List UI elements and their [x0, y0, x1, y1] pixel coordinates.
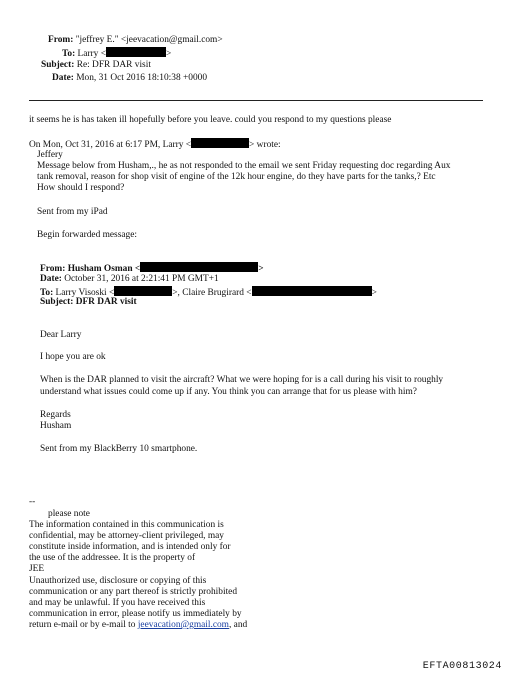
- redaction-box: [114, 286, 172, 296]
- quoted-intro: [29, 138, 281, 152]
- header-date: [52, 73, 207, 85]
- subject-label: Subject:: [41, 60, 75, 70]
- signature-dashes: --: [29, 497, 36, 507]
- fwd-body-line: When is the DAR planned to visit the aircraft? What we were hoping for is a call during his visit to roughly: [40, 375, 444, 385]
- disclaimer-line: and may be unlawful. If you have received this: [29, 598, 206, 608]
- fwd-name: Husham: [40, 421, 72, 431]
- redaction-box: [191, 138, 249, 148]
- from-label: From:: [48, 35, 74, 45]
- fwd-hope: I hope you are ok: [40, 352, 106, 362]
- header-subject: [41, 60, 151, 72]
- quoted-intro-prefix: On Mon, Oct 31, 2016 at 6:17 PM, Larry <: [29, 140, 192, 150]
- fwd-date: [40, 274, 219, 286]
- fwd-date-value: October 31, 2016 at 2:21:41 PM GMT+1: [64, 274, 219, 284]
- sent-from-ipad: Sent from my iPad: [37, 207, 108, 217]
- reply-line: it seems he is has taken ill hopefully before you leave. could you respond to my questions please: [29, 115, 392, 125]
- disclaimer-line: JEE: [29, 564, 45, 574]
- quoted-intro-suffix: > wrote:: [249, 140, 281, 150]
- quoted-line: Jeffery: [37, 150, 63, 160]
- header-from: [48, 35, 223, 47]
- fwd-body-line: understand what issues could come up if any. You think you can arrange that for us please with him?: [40, 387, 417, 397]
- from-value: "jeffrey E." <jeevacation@gmail.com>: [75, 35, 223, 45]
- begin-forwarded: Begin forwarded message:: [37, 230, 137, 240]
- quoted-line: How should I respond?: [37, 183, 125, 193]
- fwd-date-label: Date:: [40, 274, 62, 284]
- fwd-greeting: Dear Larry: [40, 330, 82, 340]
- header-divider: [29, 100, 483, 101]
- disclaimer-last-line: [29, 620, 247, 632]
- fwd-to-suffix: >: [371, 288, 377, 298]
- fwd-subject-value: DFR DAR visit: [75, 297, 137, 307]
- to-suffix: >: [166, 49, 172, 59]
- fwd-to-middle: >, Claire Brugirard <: [172, 288, 252, 298]
- disclaimer-line: confidential, may be attorney-client privileged, may: [29, 531, 224, 541]
- redaction-box: [252, 286, 372, 296]
- fwd-to-value: Larry Visoski <: [55, 288, 115, 298]
- fwd-from-value: Husham Osman <: [67, 264, 141, 274]
- fwd-from-suffix: >: [258, 264, 264, 274]
- header-to: [62, 47, 171, 61]
- fwd-subject: [40, 297, 137, 309]
- redaction-box: [106, 47, 166, 57]
- fwd-subject-label: Subject:: [40, 297, 74, 307]
- redaction-box: [140, 262, 258, 272]
- disclaimer-line: constitute inside information, and is intended only for: [29, 542, 231, 552]
- fwd-sent-from: Sent from my BlackBerry 10 smartphone.: [40, 444, 198, 454]
- disclaimer-last-suffix: , and: [228, 620, 248, 630]
- disclaimer-line: communication in error, please notify us immediately by: [29, 609, 242, 619]
- subject-value: Re: DFR DAR visit: [76, 60, 151, 70]
- disclaimer-line: Unauthorized use, disclosure or copying of this: [29, 576, 207, 586]
- disclaimer-line: communication or any part thereof is strictly prohibited: [29, 587, 238, 597]
- email-link[interactable]: jeevacation@gmail.com: [137, 620, 229, 630]
- to-value: Larry <: [77, 49, 106, 59]
- fwd-from-label: From:: [40, 264, 66, 274]
- disclaimer-line: the use of the addressee. It is the property of: [29, 553, 196, 563]
- date-label: Date:: [52, 73, 74, 83]
- please-note: please note: [48, 509, 90, 519]
- quoted-line: Message below from Husham,., he as not responded to the email we sent Friday requesting doc regarding Aux: [37, 161, 451, 171]
- document-id: EFTA00813024: [422, 661, 502, 672]
- disclaimer-line: The information contained in this communication is: [29, 520, 224, 530]
- fwd-to-label: To:: [40, 288, 54, 298]
- fwd-regards: Regards: [40, 410, 71, 420]
- date-value: Mon, 31 Oct 2016 18:10:38 +0000: [76, 73, 208, 83]
- quoted-line: tank removal, reason for shop visit of engine of the 12k hour engine, do they have parts for the tanks,? Etc: [37, 172, 436, 182]
- to-label: To:: [62, 49, 76, 59]
- disclaimer-last-prefix: return e-mail or by e-mail to: [29, 620, 138, 630]
